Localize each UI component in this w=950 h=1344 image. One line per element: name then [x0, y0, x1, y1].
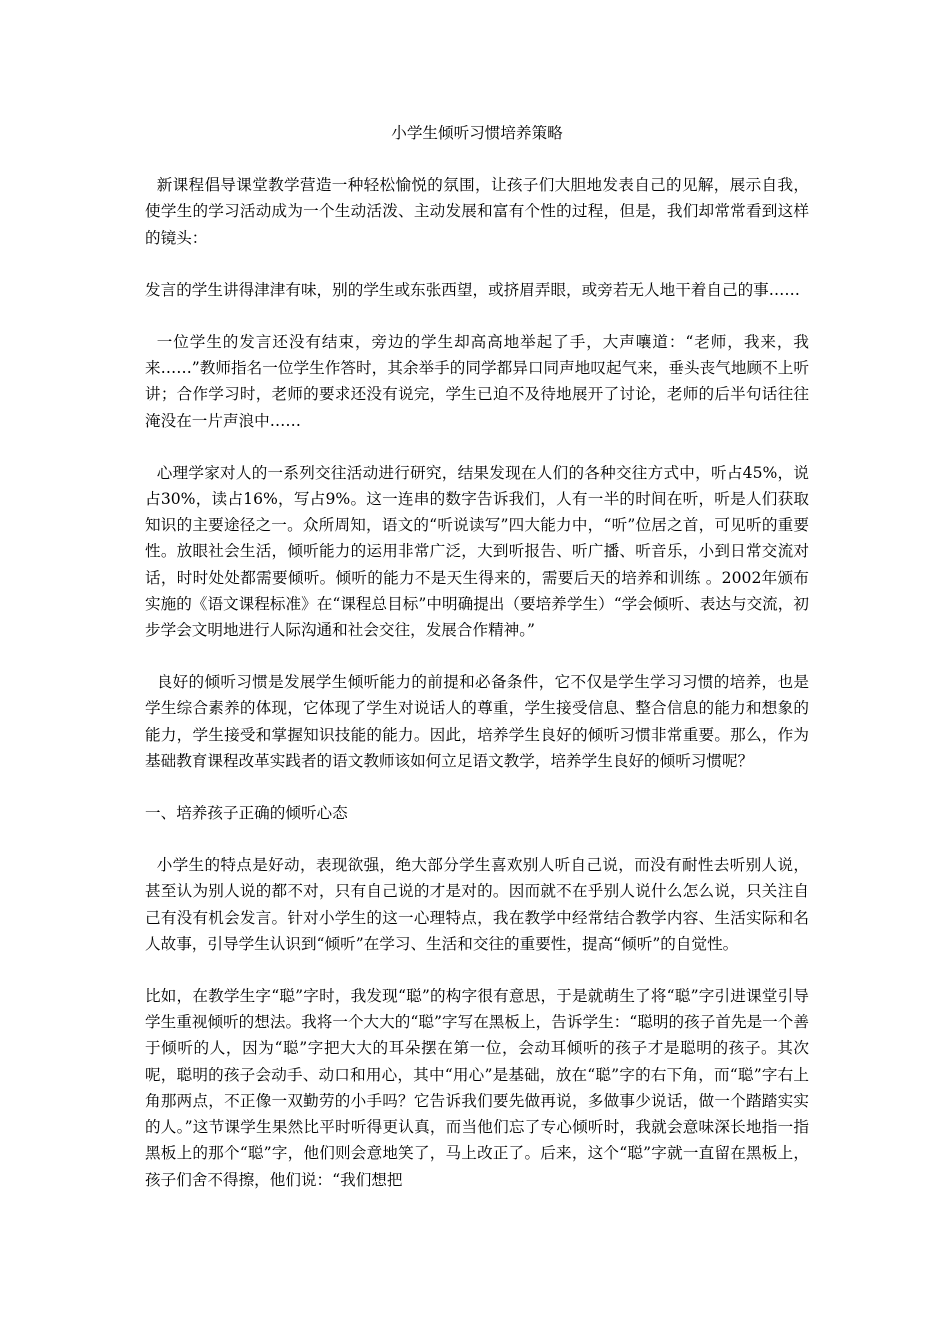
document-page — [145, 120, 809, 1219]
document-title: 小学生倾听习惯培养策略 — [391, 124, 563, 142]
paragraph-psychology: 心理学家对人的一系列交往活动进行研究，结果发现在人们的各种交往方式中，听占45%，说占30%，读占16%，写占9%。这一连串的数字告诉我们，人有一半的时间在听，听是人们获取知识的主要途径之一。众所周知，语文的“听说读写”四大能力中，“听”位居之首，可见听的重要性。放眼社会生活，倾听能力的运用非常广泛，大到听报告、听广播、听音乐，小到日常交流对话，时时处处都需要倾听。倾听的能力不是天生得来的，需要后天的培养和训练 。2002年颁布实施的《语文课程标准》在“课程总目标”中明确提出（要培养学生）“学会倾听、表达与交流，初步学会文明地进行人际沟通和社会交往，发展合作精神。” — [145, 463, 809, 640]
paragraph-scene-one: 发言的学生讲得津津有味，别的学生或东张西望，或挤眉弄眼，或旁若无人地干着自己的事…… — [145, 280, 800, 299]
paragraph-importance: 良好的倾听习惯是发展学生倾听能力的前提和必备条件，它不仅是学生学习习惯的培养，也是学生综合素养的体现，它体现了学生对说话人的尊重，学生接受信息、整合信息的能力和想象的能力，学生接受和掌握知识技能的能力。因此，培养学生良好的倾听习惯非常重要。那么，作为基础教育课程改革实践者的语文教师该如何立足语文教学，培养学生良好的倾听习惯呢？ — [145, 673, 809, 770]
paragraph-intro: 新课程倡导课堂教学营造一种轻松愉悦的氛围，让孩子们大胆地发表自己的见解，展示自我，使学生的学习活动成为一个生动活泼、主动发展和富有个性的过程，但是，我们却常常看到这样的镜头： — [145, 176, 809, 247]
paragraph-example: 比如，在教学生字“聪”字时，我发现“聪”的构字很有意思，于是就萌生了将“聪”字引进课堂引导学生重视倾听的想法。我将一个大大的“聪”字写在黑板上，告诉学生：“聪明的孩子首先是一个善于倾听的人，因为“聪”字把大大的耳朵摆在第一位，会动耳倾听的孩子才是聪明的孩子。其次呢，聪明的孩子会动手、动口和用心，其中“用心”是基础，放在“聪”字的右下角，而“聪”字右上角那两点，不正像一双勤劳的小手吗？它告诉我们要先做再说，多做事少说话，做一个踏踏实实的人。”这节课学生果然比平时听得更认真，而当他们忘了专心倾听时，我就会意味深长地指一指黑板上的那个“聪”字，他们则会意地笑了，马上改正了。后来，这个“聪”字就一直留在黑板上，孩子们舍不得擦，他们说：“我们想把 — [145, 987, 809, 1189]
paragraph-scene-two: 一位学生的发言还没有结束，旁边的学生却高高地举起了手，大声嚷道：“老师，我来，我来……”教师指名一位学生作答时，其余举手的同学都异口同声地叹起气来，垂头丧气地顾不上听讲；合作学习时，老师的要求还没有说完，学生已迫不及待地展开了讨论，老师的后半句话往往淹没在一片声浪中…… — [145, 333, 809, 430]
section-heading-one: 一、培养孩子正确的倾听心态 — [145, 804, 348, 823]
paragraph-characteristics: 小学生的特点是好动，表现欲强，绝大部分学生喜欢别人听自己说，而没有耐性去听别人说，甚至认为别人说的都不对，只有自己说的才是对的。因而就不在乎别人说什么怎么说，只关注自己有没有机会发言。针对小学生的这一心理特点，我在教学中经常结合教学内容、生活实际和名人故事，引导学生认识到“倾听”在学习、生活和交往的重要性，提高“倾听”的自觉性。 — [145, 856, 809, 953]
